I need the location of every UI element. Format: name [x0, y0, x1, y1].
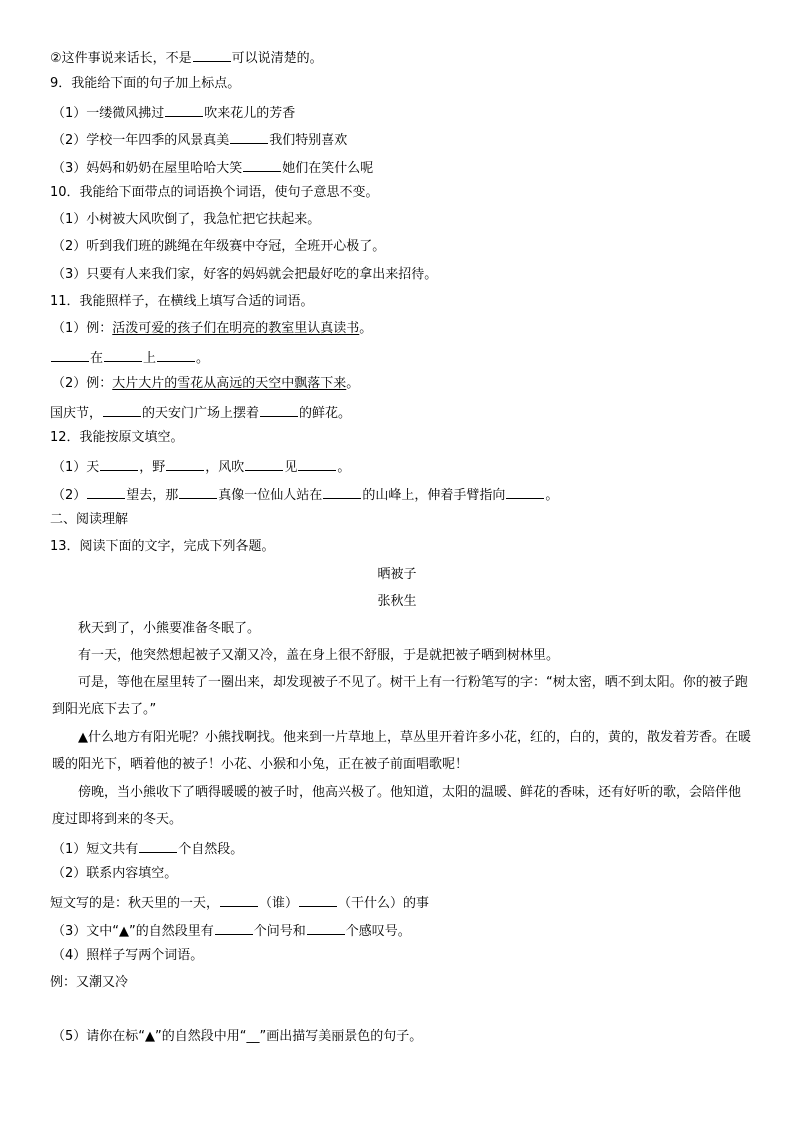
q11-fill-2: 国庆节， 的天安门广场上摆着 的鲜花。 — [50, 402, 351, 420]
passage-paragraph-2: 有一天，他突然想起被子又潮又冷，盖在身上很不舒服，于是就把被子晒到树林里。 — [78, 648, 560, 663]
passage-author: 张秋生 — [377, 594, 417, 609]
answer-blank[interactable] — [243, 157, 281, 172]
q12-item-1: （1）天 ，野 ，风吹 见 。 — [52, 456, 350, 474]
answer-blank[interactable] — [157, 347, 195, 362]
q9-item-2: （2）学校一年四季的风景真美 我们特别喜欢 — [52, 129, 347, 147]
q13-sub-4: （4）照样子写两个词语。 — [52, 948, 204, 963]
answer-blank[interactable] — [104, 347, 142, 362]
q13-sub-2: （2）联系内容填空。 — [52, 866, 178, 881]
passage-title: 晒被子 — [377, 567, 417, 582]
answer-blank[interactable] — [323, 484, 361, 499]
answer-blank[interactable] — [299, 892, 337, 907]
answer-blank[interactable] — [298, 456, 336, 471]
answer-blank[interactable] — [245, 456, 283, 471]
answer-blank[interactable] — [506, 484, 544, 499]
answer-blank[interactable] — [260, 402, 298, 417]
q13-sub-1: （1）短文共有 个自然段。 — [52, 838, 243, 856]
q12-item-2: （2） 望去，那 真像一位仙人站在 的山峰上，伸着手臂指向 。 — [52, 484, 558, 502]
q11-example-1: （1）例：活泼可爱的孩子们在明亮的教室里认真读书。 — [52, 321, 373, 336]
q13-sub-5: （5）请你在标“▲”的自然段中用“__”画出描写美丽景色的句子。 — [52, 1029, 423, 1044]
q13-sub-4-example: 例：又潮又冷 — [50, 975, 129, 990]
answer-blank[interactable] — [139, 838, 177, 853]
q12-heading: 12．我能按原文填空。 — [50, 430, 184, 445]
section-2-heading: 二、阅读理解 — [50, 512, 129, 527]
q10-heading: 10．我能给下面带点的词语换个词语，使句子意思不变。 — [50, 185, 379, 200]
passage-paragraph-1: 秋天到了，小熊要准备冬眠了。 — [78, 621, 261, 636]
q13-heading: 13．阅读下面的文字，完成下列各题。 — [50, 539, 275, 554]
answer-blank[interactable] — [193, 47, 231, 62]
answer-blank[interactable] — [215, 920, 253, 935]
q9-item-3: （3）妈妈和奶奶在屋里哈哈大笑 她们在笑什么呢 — [52, 157, 373, 175]
q13-sub-2-fill: 短文写的是：秋天里的一天， （谁） （干什么）的事 — [50, 892, 429, 910]
passage-paragraph-5: 傍晚，当小熊收下了晒得暖暖的被子时，他高兴极了。他知道，太阳的温暖、鲜花的香味，还有好听的歌，会陪伴他度过即将到来的冬天。 — [52, 785, 742, 827]
passage-paragraph-4: ▲什么地方有阳光呢？小熊找啊找。他来到一片草地上，草丛里开着许多小花，红的，白的，黄的，散发着芳香。在暖暖的阳光下，晒着他的被子！小花、小猴和小兔，正在被子前面唱歌呢！ — [52, 730, 751, 772]
answer-blank[interactable] — [87, 484, 125, 499]
q11-fill-1: 在 上 。 — [50, 347, 209, 365]
q10-item-1: （1）小树被大风吹倒了，我急忙把它扶起来。 — [52, 212, 321, 227]
q11-example-2: （2）例：大片大片的雪花从高远的天空中飘落下来。 — [52, 376, 360, 391]
answer-blank[interactable] — [179, 484, 217, 499]
q10-item-2: （2）听到我们班的跳绳在年级赛中夺冠，全班开心极了。 — [52, 239, 386, 254]
q10-item-3: （3）只要有人来我们家，好客的妈妈就会把最好吃的拿出来招待。 — [52, 267, 438, 282]
answer-blank[interactable] — [230, 129, 268, 144]
answer-blank[interactable] — [220, 892, 258, 907]
answer-blank[interactable] — [51, 347, 89, 362]
q13-sub-3: （3）文中“▲”的自然段里有 个问号和 个感叹号。 — [52, 920, 411, 938]
answer-blank[interactable] — [103, 402, 141, 417]
q11-heading: 11．我能照样子，在横线上填写合适的词语。 — [50, 294, 314, 309]
answer-blank[interactable] — [165, 102, 203, 117]
q9-item-1: （1）一缕微风拂过 吹来花儿的芳香 — [52, 102, 295, 120]
q8-item-2: ②这件事说来话长，不是 可以说清楚的。 — [50, 47, 323, 65]
q9-heading: 9．我能给下面的句子加上标点。 — [50, 76, 241, 91]
answer-blank[interactable] — [166, 456, 204, 471]
answer-blank[interactable] — [100, 456, 138, 471]
answer-blank[interactable] — [307, 920, 345, 935]
passage-paragraph-3: 可是，等他在屋里转了一圈出来，却发现被子不见了。树干上有一行粉笔写的字：“树太密，晒不到太阳。你的被子跑到阳光底下去了。” — [52, 675, 748, 717]
